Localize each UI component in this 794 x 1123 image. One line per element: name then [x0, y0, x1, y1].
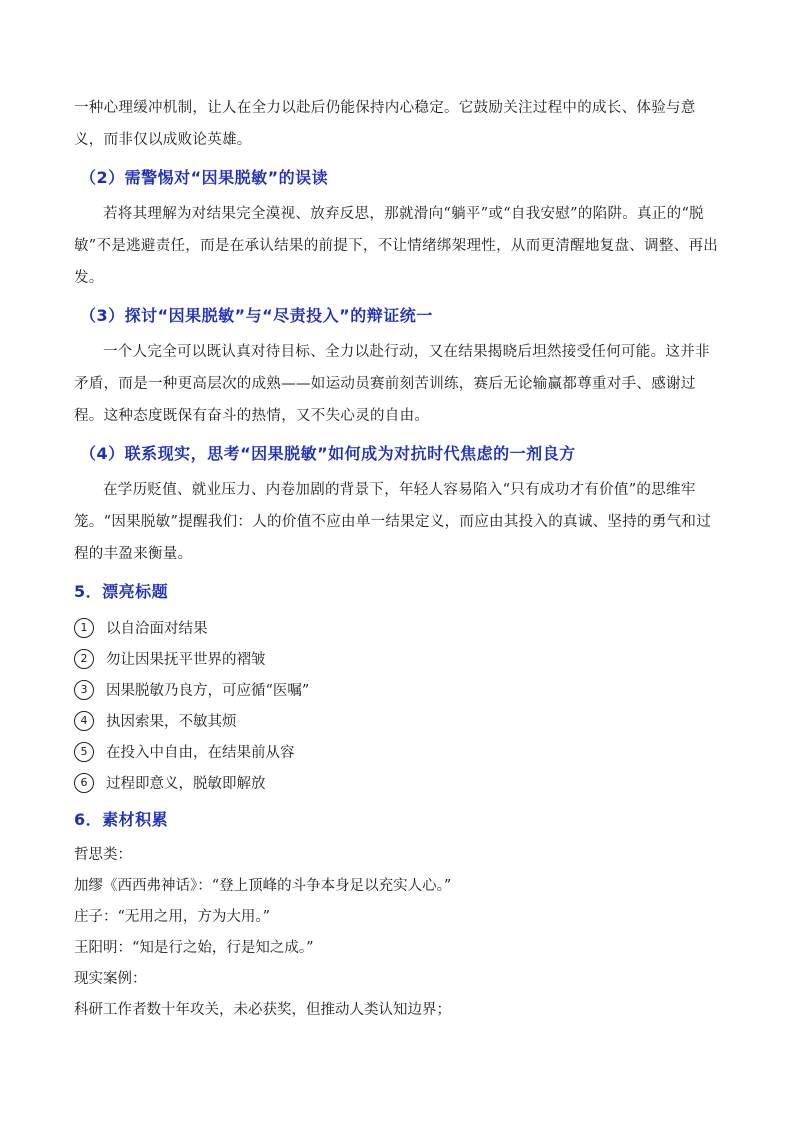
list-item — [74, 674, 722, 705]
list-item-text: 在投入中自由，在结果前从容 — [106, 745, 295, 761]
material-list — [74, 840, 722, 1026]
section-4-body: 在学历贬值、就业压力、内卷加剧的背景下，年轻人容易陷入“只有成功才有价值”的思维牢笼。“因果脱敏”提醒我们：人的价值不应由单一结果定义，而应由其投入的真诚、坚持的勇气和过程的丰盈来衡量。 — [74, 482, 712, 562]
section-2-body: 若将其理解为对结果完全漠视、放弃反思，那就滑向“躺平”或“自我安慰”的陷阱。真正的“脱敏”不是逃避责任，而是在承认结果的前提下，不让情绪绑架理性，从而更清醒地复盘、调整、再出发。 — [74, 206, 719, 286]
document-page — [74, 92, 722, 1026]
circled-number: 6 — [74, 773, 94, 793]
circled-number: 3 — [74, 680, 94, 700]
material-line: 加缪《西西弗神话》：“登上顶峰的斗争本身足以充实人心。” — [74, 878, 452, 894]
list-item — [74, 705, 722, 736]
section-2-heading: （2）需警惕对“因果脱敏”的误读 — [80, 168, 329, 187]
material-line: 科研工作者数十年攻关，未必获奖，但推动人类认知边界； — [74, 1002, 451, 1018]
material-line: 哲思类： — [74, 847, 132, 863]
list-item-text: 因果脱敏乃良方，可应循“医嘱” — [106, 683, 310, 699]
circled-number: 5 — [74, 742, 94, 762]
section-4-heading: （4）联系现实，思考“因果脱敏”如何成为对抗时代焦虑的一剂良方 — [80, 444, 576, 463]
list-item — [74, 612, 722, 643]
section-6-heading: 6．素材积累 — [74, 810, 169, 829]
material-line: 庄子：“无用之用，方为大用。” — [74, 909, 271, 925]
title-list — [74, 612, 722, 798]
material-line: 王阳明：“知是行之始，行是知之成。” — [74, 940, 314, 956]
list-item — [74, 643, 722, 674]
section-5-heading: 5．漂亮标题 — [74, 582, 169, 601]
circled-number: 1 — [74, 618, 94, 638]
circled-number: 2 — [74, 649, 94, 669]
intro-paragraph: 一种心理缓冲机制，让人在全力以赴后仍能保持内心稳定。它鼓励关注过程中的成长、体验与意义，而非仅以成败论英雄。 — [74, 100, 696, 148]
circled-number: 4 — [74, 711, 94, 731]
list-item-text: 以自洽面对结果 — [106, 621, 208, 637]
list-item — [74, 736, 722, 767]
list-item-text: 执因索果，不敏其烦 — [106, 714, 237, 730]
section-3-body: 一个人完全可以既认真对待目标、全力以赴行动，又在结果揭晓后坦然接受任何可能。这并非矛盾，而是一种更高层次的成熟——如运动员赛前刻苦训练，赛后无论输赢都尊重对手、感谢过程。这种态度既保有奋斗的热情，又不失心灵的自由。 — [74, 344, 710, 424]
section-3-heading: （3）探讨“因果脱敏”与“尽责投入”的辩证统一 — [80, 306, 433, 325]
material-line: 现实案例： — [74, 971, 147, 987]
list-item — [74, 767, 722, 798]
list-item-text: 过程即意义，脱敏即解放 — [106, 776, 266, 792]
list-item-text: 勿让因果抚平世界的褶皱 — [106, 652, 266, 668]
